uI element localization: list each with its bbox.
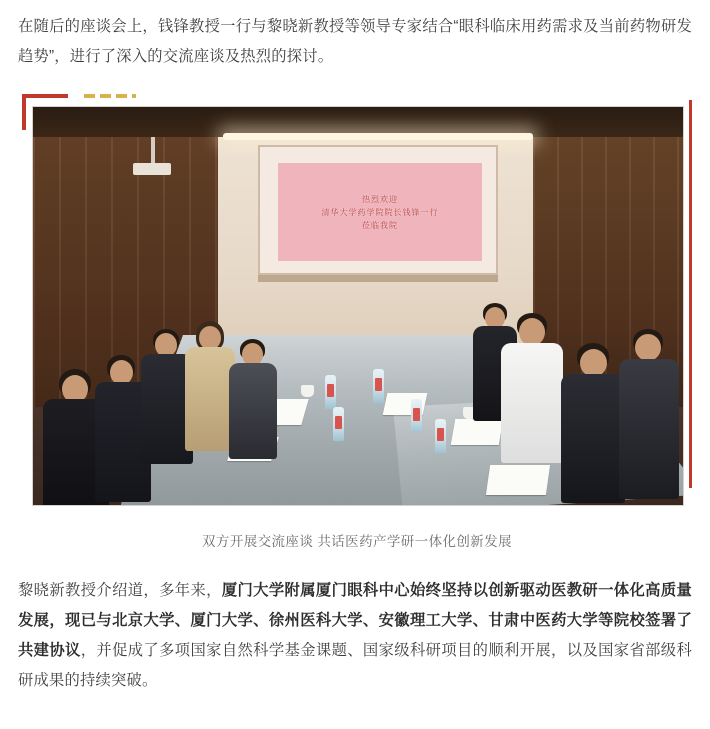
table-paper: [451, 419, 504, 445]
table-paper: [486, 465, 550, 495]
screen-line-3: 莅临我院: [362, 220, 398, 230]
projection-screen-content: [278, 163, 482, 261]
attendee-head: [519, 318, 545, 346]
attendee: [561, 343, 625, 503]
attendee-head: [580, 349, 607, 377]
water-bottle: [333, 407, 344, 441]
projection-screen: [258, 145, 498, 275]
projector-pole: [151, 137, 155, 165]
paper-cup: [301, 385, 314, 397]
paragraph-body-lead: 黎晓新教授介绍道，多年来，: [18, 582, 222, 599]
figure-caption: 双方开展交流座谈 共话医药产学研一体化创新发展: [202, 534, 512, 549]
screen-line-1: 热烈欢迎: [362, 194, 398, 204]
decoration-top-bar: [22, 94, 68, 98]
attendee: [185, 321, 235, 451]
figure-frame: [22, 94, 692, 516]
paragraph-body: [18, 576, 692, 696]
screen-base-bar: [258, 275, 498, 282]
projector-icon: [133, 163, 171, 175]
paragraph-intro: 在随后的座谈会上，钱锋教授一行与黎晓新教授等领导专家结合“眼科临床用药需求及当前药物研发趋势”，进行了深入的交流座谈及热烈的探讨。: [18, 18, 692, 65]
paragraph-body-highlight: 厦门大学附属厦门眼科中心始终坚持以创新驱动医教研一体化高质量发展，现已与北京大学、厦门大学、徐州医科大学、安徽理工大学、甘肃中医药大学等院校签署了共建协议: [18, 582, 692, 659]
attendee-speaking: [501, 313, 563, 463]
water-bottle: [373, 369, 384, 403]
water-bottle: [411, 399, 422, 433]
attendee-head: [635, 334, 661, 361]
attendee-body: [561, 374, 625, 503]
water-bottle: [435, 419, 446, 453]
photo-ceiling-light: [223, 133, 533, 140]
decoration-left-bar: [22, 94, 26, 130]
attendee: [619, 329, 679, 499]
decoration-right-bar: [689, 100, 692, 488]
water-bottle: [325, 375, 336, 409]
attendee-body: [229, 363, 277, 459]
meeting-photo: [32, 106, 684, 506]
figure-block: [18, 94, 692, 550]
decoration-dashes: [84, 94, 136, 98]
attendee-body: [619, 359, 679, 499]
screen-line-2: 清华大学药学院院长钱锋一行: [321, 207, 439, 217]
paragraph-body-tail: ，并促成了多项国家自然科学基金课题、国家级科研项目的顺利开展，以及国家省部级科研成果的持续突破。: [18, 642, 692, 689]
attendee-body: [501, 343, 563, 463]
attendee: [229, 339, 277, 459]
attendee-body: [185, 347, 235, 451]
